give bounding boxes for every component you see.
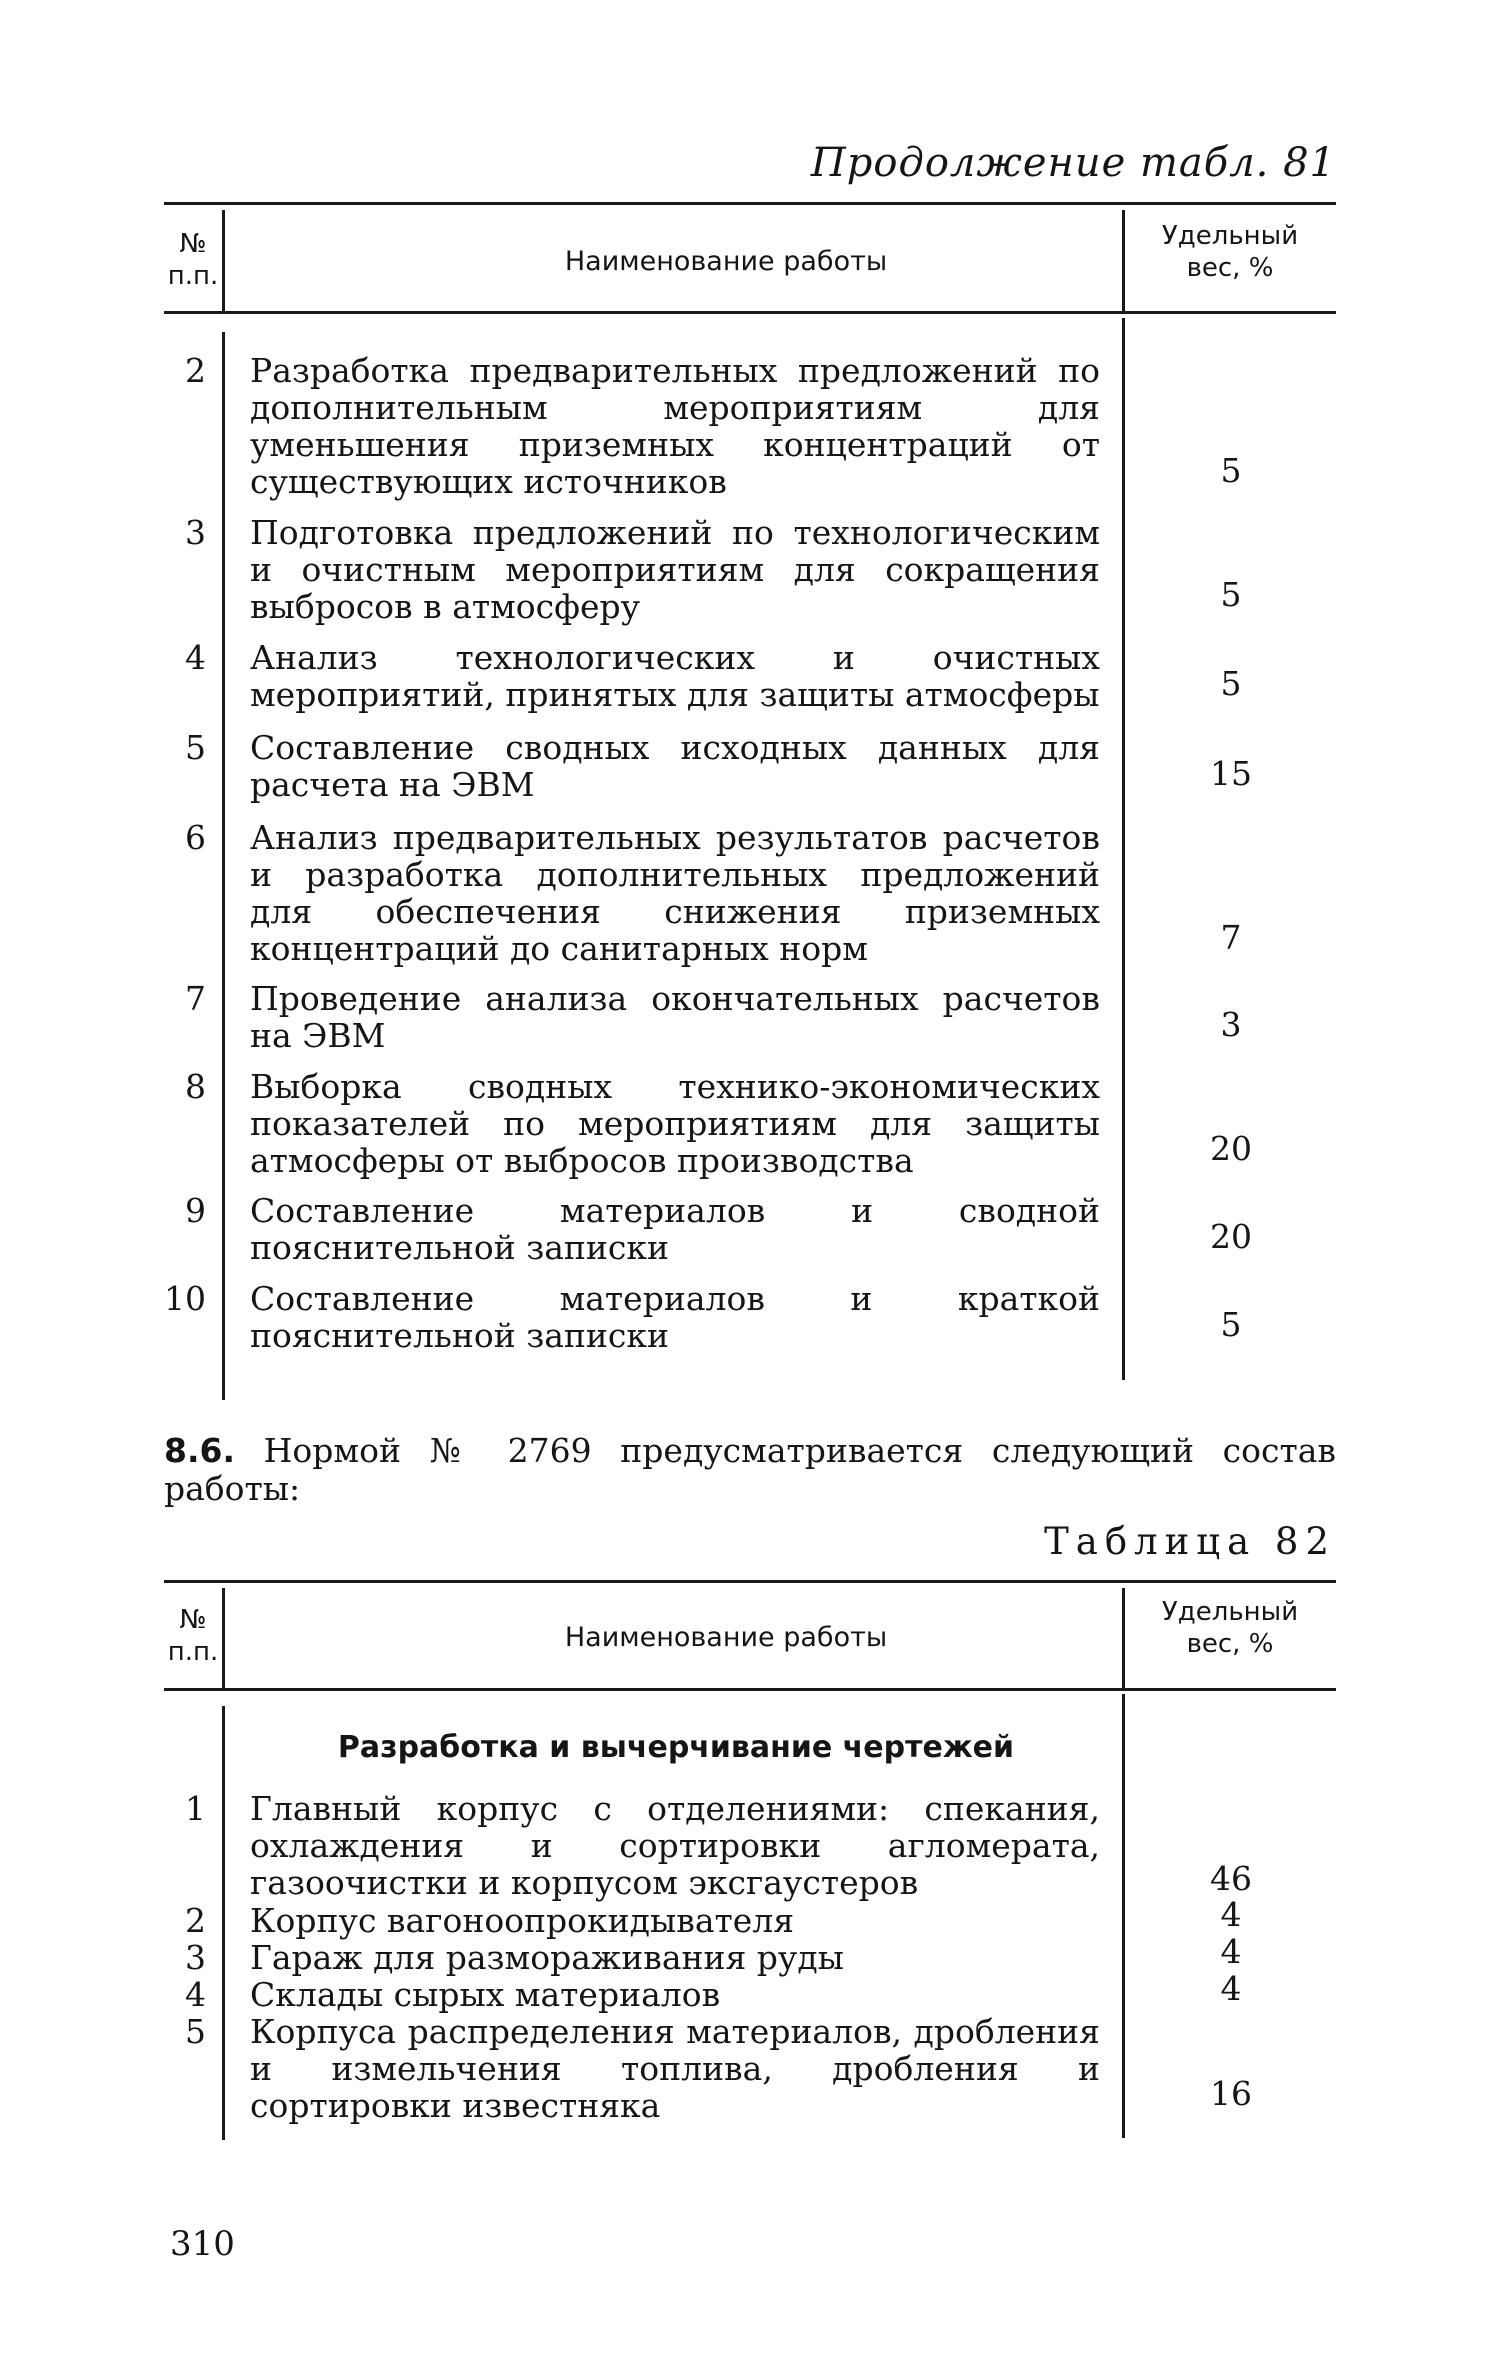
row-number: 1 (185, 1789, 206, 1828)
row-text: Проведение анализа окончательных расчетов на ЭВМ (250, 979, 1100, 1055)
table-81-caption: Продолжение табл. 81 (810, 140, 1336, 186)
row-weight: 5 (1220, 451, 1242, 490)
table-81-top-rule (164, 202, 1336, 205)
table-82-header-name: Наименование работы (564, 1622, 888, 1653)
page-number: 310 (170, 2224, 235, 2264)
row-weight: 20 (1210, 1129, 1252, 1168)
row-weight: 4 (1220, 1932, 1242, 1971)
table-81-header-rule (164, 311, 1336, 314)
row-number: 9 (185, 1191, 206, 1230)
row-number: 5 (185, 2012, 206, 2051)
row-number: 10 (164, 1279, 206, 1318)
row-weight: 16 (1210, 2074, 1252, 2113)
row-weight: 15 (1210, 754, 1252, 793)
row-weight: 7 (1220, 918, 1242, 957)
table-81-body-divider-right (1122, 318, 1125, 1380)
paragraph-text: Нормой № 2769 предусматривается следующий состав работы: (164, 1431, 1336, 1508)
row-weight: 4 (1220, 1895, 1242, 1934)
row-weight: 5 (1220, 1305, 1242, 1344)
row-weight: 4 (1220, 1969, 1242, 2008)
table-82-header-rule (164, 1688, 1336, 1691)
row-text: Разработка предварительных предложений по дополнительным мероприятиям для уменьшения приземных концентраций от существующих источников (250, 351, 1100, 501)
row-text: Анализ предварительных результатов расчетов и разработка дополнительных предложений для обеспечения снижения приземных концентраций до санитарных норм (250, 818, 1100, 968)
row-weight: 3 (1220, 1005, 1242, 1044)
table-82-header-weight: Удельный вес, % (1161, 1597, 1299, 1659)
paragraph-8-6 (164, 1432, 1336, 1508)
row-weight: 20 (1210, 1217, 1252, 1256)
table-81-header-num: № п.п. (167, 229, 219, 291)
row-number: 4 (185, 1975, 206, 2014)
row-number: 6 (185, 818, 206, 857)
row-number: 3 (185, 513, 206, 552)
table-82-col-divider-left (222, 1588, 225, 1688)
table-81-body-divider-left (222, 332, 225, 1400)
row-number: 3 (185, 1938, 206, 1977)
row-text: Склады сырых материалов (250, 1975, 721, 2014)
row-text: Гараж для размораживания руды (250, 1938, 844, 1977)
row-number: 2 (185, 351, 206, 390)
row-text: Подготовка предложений по технологическим и очистным мероприятиям для сокращения выбросов в атмосферу (250, 513, 1100, 626)
row-text: Составление материалов и краткой пояснительной записки (250, 1279, 1100, 1355)
row-number: 5 (185, 728, 206, 767)
table-82-caption: Таблица 82 (1044, 1520, 1336, 1563)
table-81-header-weight: Удельный вес, % (1161, 221, 1299, 283)
table-82-header-num: № п.п. (167, 1605, 219, 1667)
paragraph-number: 8.6. (164, 1431, 235, 1470)
row-weight: 46 (1210, 1859, 1252, 1898)
table-82-body-divider-left (222, 1706, 225, 2140)
table-82 (164, 1580, 1336, 2140)
row-weight: 5 (1220, 664, 1242, 703)
row-text: Корпус вагоноопрокидывателя (250, 1901, 795, 1940)
row-text: Выборка сводных технико-экономических показателей по мероприятиям для защиты атмосферы от выбросов производства (250, 1067, 1100, 1180)
table-81-header-name: Наименование работы (564, 246, 888, 277)
row-text: Главный корпус с отделениями: спекания, охлаждения и сортировки агломерата, газоочистки и корпусом эксгаустеров (250, 1789, 1100, 1902)
row-text: Анализ технологических и очистных мероприятий, принятых для защиты атмосферы (250, 638, 1100, 714)
row-number: 8 (185, 1067, 206, 1106)
table-81-col-divider-left (222, 210, 225, 312)
table-81 (164, 202, 1336, 1402)
row-number: 2 (185, 1901, 206, 1940)
row-number: 7 (185, 979, 206, 1018)
table-82-top-rule (164, 1580, 1336, 1583)
section-title: Разработка и вычерчивание чертежей (337, 1730, 1015, 1765)
row-text: Составление сводных исходных данных для расчета на ЭВМ (250, 728, 1100, 804)
row-text: Корпуса распределения материалов, дробления и измельчения топлива, дробления и сортировки известняка (250, 2012, 1100, 2125)
row-text: Составление материалов и сводной пояснительной записки (250, 1191, 1100, 1267)
row-number: 4 (185, 638, 206, 677)
row-weight: 5 (1220, 575, 1242, 614)
